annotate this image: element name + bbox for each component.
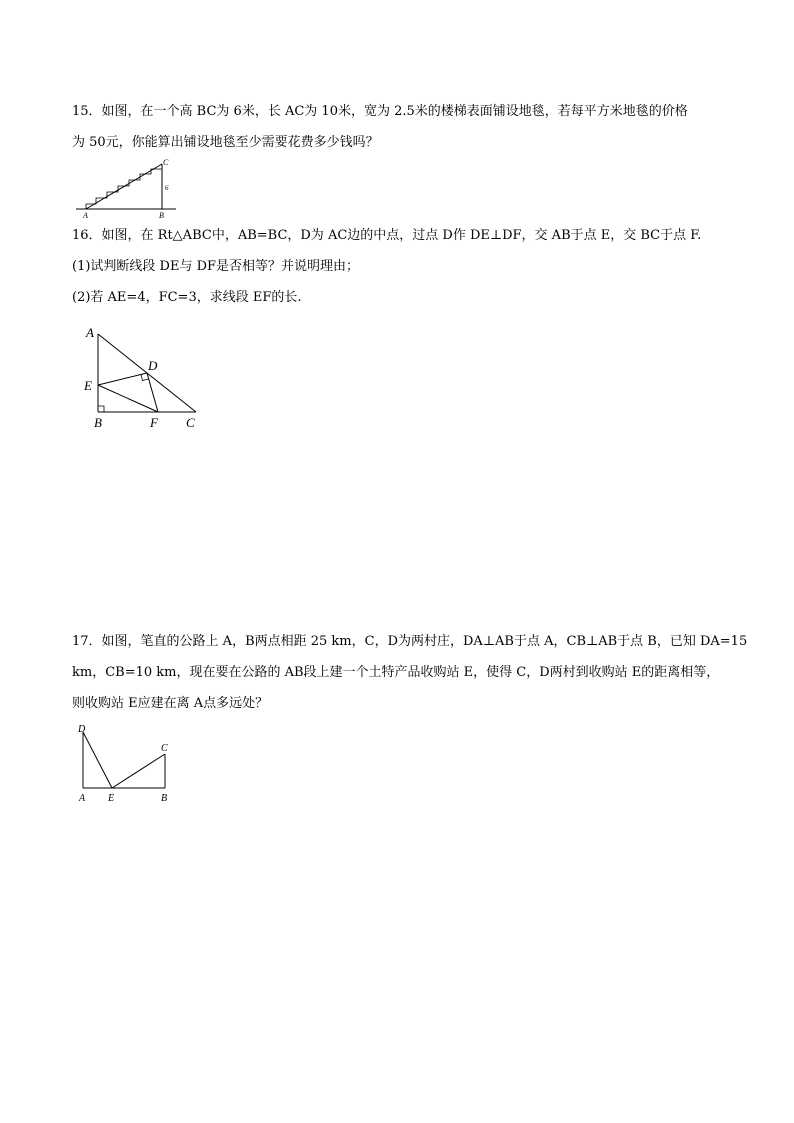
q15-staircase-figure [72,158,182,220]
q15-stairs [86,169,162,209]
q17-text-line-3: 则收购站 E应建在离 A点多远处？ [72,696,269,711]
q16-text-line-3: (2)若 AE=4，FC=3，求线段 EF的长. [72,290,302,305]
q15-label-a: A [83,211,88,220]
q17-text-line-2: km，CB=10 km，现在要在公路的 AB段上建一个土特产品收购站 E，使得 C，D两村到收购站 E的距离相等， [72,665,720,680]
q16-label-d: D [148,358,158,373]
q15-label-height: 6 [165,184,169,192]
q17-label-e: E [108,793,115,804]
q16-label-b: B [94,415,102,430]
q15-label-b: B [159,211,164,220]
q17-segment-ce [112,754,165,788]
q16-right-angle-b [98,406,104,412]
q16-text-line-1: 16．如图，在 Rt△ABC中，AB=BC，D为 AC边的中点，过点 D作 DE⊥DF，交 AB于点 E，交 BC于点 F. [72,228,702,243]
q17-segment-de [83,732,112,788]
q15-label-c: C [163,158,169,167]
q16-segment-de [98,373,147,385]
q15-text-line-2: 为 50元，你能算出铺设地毯至少需要花费多少钱吗？ [72,135,379,150]
q16-label-a: A [86,325,94,340]
q17-label-b: B [161,793,168,804]
q16-text-line-2: (1)试判断线段 DE与 DF是否相等？并说明理由； [72,259,360,274]
q16-label-f: F [150,415,158,430]
q17-label-d: D [78,724,86,735]
q16-triangle-figure [80,322,210,434]
q17-label-c: C [161,743,168,754]
q16-segment-df [147,373,158,412]
q15-text-line-1: 15．如图，在一个高 BC为 6米，长 AC为 10米，宽为 2.5米的楼梯表面铺设地毯，若每平方米地毯的价格 [72,104,688,119]
q17-text-line-1: 17．如图，笔直的公路上 A，B两点相距 25 km，C，D为两村庄，DA⊥AB于点 A，CB⊥AB于点 B，已知 DA=15 [72,634,748,649]
q16-label-e: E [84,378,92,393]
q16-label-c: C [186,415,195,430]
q17-road-figure [75,720,180,805]
q16-segment-ef [98,385,158,412]
q17-label-a: A [79,793,86,804]
